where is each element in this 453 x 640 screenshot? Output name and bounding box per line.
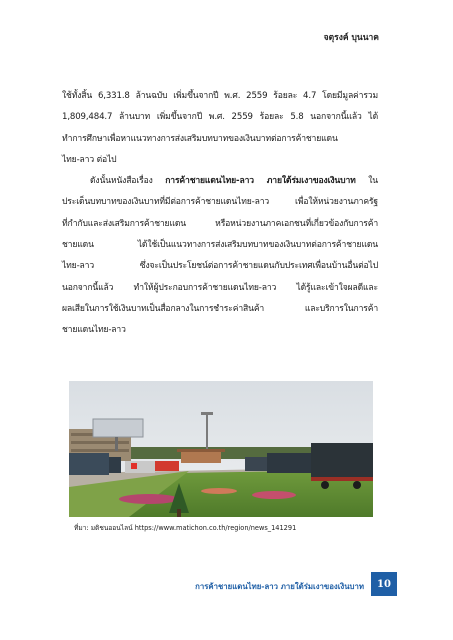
body-text: [62, 86, 378, 342]
text-line: ใช้ทั้งสิ้น 6,331.8 ล้านฉบับ เพิ่มขึ้นจากปี พ.ศ. 2559 ร้อยละ 4.7 โดยมีมูลค่ารวม: [62, 91, 378, 101]
text-line: ชายแดนไทย-ลาว: [62, 325, 126, 336]
text-line: ผลเสียในการใช้เงินบาทเป็นสื่อกลางในการชำระค่าสินค้า และบริการในการค้า: [62, 303, 378, 314]
border-crossing-photo: [69, 381, 373, 517]
paragraph-2: [62, 171, 378, 341]
text-line: ที่กำกับและส่งเสริมการค้าชายแดน หรือหน่วยงานภาคเอกชนที่เกี่ยวข้องกับการค้า: [62, 218, 378, 229]
text-line: [62, 171, 378, 192]
text-line: นอกจากนี้แล้ว ทำให้ผู้ประกอบการค้าชายแดนไทย-ลาว ได้รู้และเข้าใจผลดีและ: [62, 282, 378, 293]
text-line: 1,809,484.7 ล้านบาท เพิ่มขึ้นจากปี พ.ศ. 2559 ร้อยละ 5.8 นอกจากนี้แล้ว ได้: [62, 112, 378, 123]
text-line: ไทย-ลาว ต่อไป: [62, 154, 117, 165]
running-title: การค้าชายแดนไทย-ลาว ภายใต้ร่มเงาของเงินบาท: [195, 582, 364, 591]
caption-url: https://www.matichon.co.th/region/news_141291: [134, 524, 297, 532]
intro-suffix: ใน: [355, 176, 379, 187]
author-name: จตุรงค์ บุนนาค: [323, 33, 379, 43]
intro-text: ดังนั้นหนังสือเรื่อง: [90, 176, 166, 187]
text-line: ประเด็นบทบาทของเงินบาทที่มีต่อการค้าชายแดนไทย-ลาว เพื่อให้หน่วยงานภาครัฐ: [62, 197, 378, 208]
text-line: ทำการศึกษาเพื่อหาแนวทางการส่งเสริมบทบาทของเงินบาทต่อการค้าชายแดน: [62, 133, 338, 144]
figure-caption: [74, 522, 296, 533]
text-line: ไทย-ลาว ซึ่งจะเป็นประโยชน์ต่อการค้าชายแดนกับประเทศเพื่อนบ้านอื่นต่อไป: [62, 261, 378, 272]
caption-prefix: ที่มา: มติชนออนไลน์: [74, 524, 133, 532]
text-line: ชายแดน ได้ใช้เป็นแนวทางการส่งเสริมบทบาทของเงินบาทต่อการค้าชายแดน: [62, 240, 378, 251]
page-number: 10: [371, 572, 397, 596]
book-title: การค้าชายแดนไทย-ลาว ภายใต้ร่มเงาของเงินบาท: [165, 176, 356, 187]
paragraph-1: [62, 86, 378, 171]
